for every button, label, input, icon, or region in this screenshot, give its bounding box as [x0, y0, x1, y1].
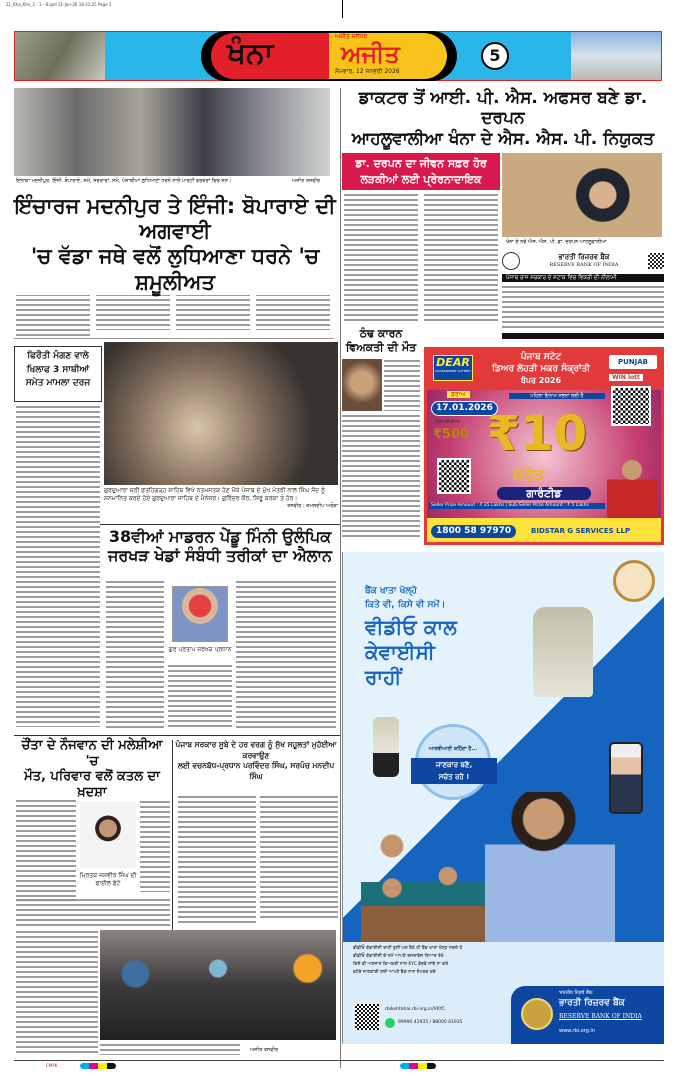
- whatsapp-number: 99990 41935 / 88000 41935: [398, 1019, 463, 1025]
- draw-date-label: ਡਰਾਅ: [447, 391, 470, 398]
- story6-body-cont: [16, 898, 170, 928]
- protest-photo-credit: ਅਜੀਤ ਤਸਵੀਰ: [292, 178, 321, 184]
- masthead-banner: [14, 31, 662, 81]
- story4-headline: ਫਿਰੌਤੀ ਮੰਗਣ ਵਾਲੇ ਖਿਲਾਫ 3 ਸਾਥੀਆਂ ਸਮੇਤ ਮਾਮਲਾ ਦਰਜ: [25, 351, 91, 388]
- masthead-left-image: [15, 32, 105, 80]
- rbi-seal-icon: [502, 252, 520, 270]
- ad-bullet: ਵੀਡੀਓ ਕੇਵਾਈਸੀ ਰਾਹੀਂ ਤੁਸੀਂ ਘਰ ਬੈਠੇ ਹੀ ਬੈਂਕ ਖਾਤਾ ਖੋਲ੍ਹ ਸਕਦੇ ਹੋ: [353, 945, 463, 951]
- story3-headline-line1: ਠੰਢ ਕਾਰਨ: [359, 326, 403, 340]
- qr-code-icon: [437, 458, 471, 494]
- story2-body-col2: [424, 193, 498, 323]
- gurdwara-photo-caption: ਗੁਰਦੁਆਰਾ ਸ੍ਰੀ ਫਤਹਿਗੜ੍ਹ ਸਾਹਿਬ ਵਿਖੇ ਨਤਮਸਤਕ ਹੋਣ ਮੌਕੇ ਪੰਜਾਬ ਦੇ ਮੁੱਖ ਮੰਤਰੀ ਨਾਲ ਸਿੰਘ ਸੋਂਦ ਨੂੰ ਸਨਮਾਨਿਤ ਕਰਦੇ ਹੋਏ ਗੁਰਦੁਆਰਾ ਸਾਹਿਬ ਦੇ ਮੈਨੇਜਰ। ਗੁਰਿੰਦਰ ਕੌਰ, ਸਿਰੂ ਕਰਕਾ ਤੇ ਹੋਰ।: [104, 487, 325, 502]
- rbi-logo-icon: [521, 998, 553, 1030]
- mascot-small-image: [373, 717, 399, 777]
- rbi-url[interactable]: www.rbi.org.in: [559, 1027, 595, 1034]
- rbi-name-punjabi: ਭਾਰਤੀ ਰਿਜ਼ਰਵ ਬੈਂਕ: [559, 997, 625, 1008]
- badge-ribbon: [411, 758, 497, 784]
- guarantee-label: ਗਾਰੰਟੀਡ: [497, 487, 591, 500]
- story6-body-col2: [140, 800, 170, 892]
- family-image: [361, 822, 485, 942]
- story7-body-col1: [178, 795, 256, 925]
- lottery-banner: ਪਹਿਲਾ ਇਨਾਮ ਸਭਨਾਂ ਲਈ ਹੈ: [509, 393, 605, 400]
- story2-headline: [342, 88, 664, 149]
- protest-photo: [14, 88, 330, 176]
- right-column: [342, 88, 664, 1044]
- color-bar: [80, 1063, 116, 1069]
- lottery-brand-badge: [433, 355, 473, 381]
- rbi-logo-panel: [511, 986, 664, 1044]
- story5-body-col3: [236, 580, 336, 730]
- story6-body-col1: [16, 784, 76, 904]
- ad-bullets: [353, 945, 653, 977]
- story5-headline: [100, 524, 340, 565]
- paper-name-right: ਅਜੀਤ: [341, 40, 400, 68]
- rbi-notice-title-en: RESERVE BANK OF INDIA: [549, 261, 619, 268]
- story2-headline-line2: ਆਹਲੂਵਾਲੀਆ ਖੰਨਾ ਦੇ ਐਸ. ਐਸ. ਪੀ. ਨਿਯੁਕਤ: [351, 128, 655, 149]
- story5-body-col1: [106, 580, 164, 730]
- ad-main-line2: ਕੇਵਾਈਸੀ: [365, 639, 435, 664]
- gurdwara-photo-caption-block: [104, 487, 338, 509]
- lottery-title-line1: ਪੰਜਾਬ ਸਟੇਟ: [520, 351, 562, 362]
- rbi-notice: [502, 252, 664, 339]
- badge-top-text: ਆਰਬੀਆਈ ਕਹਿੰਦਾ ਹੈ...: [428, 745, 478, 752]
- ssp-portrait-caption: ਖੰਨਾ ਦੇ ਨਵੇਂ ਐਸ. ਐਸ. ਪੀ. ਡਾ. ਦਰਪਨ ਆਹਲੂਵਾਲੀਆ: [506, 239, 607, 246]
- story3-row: [342, 359, 422, 411]
- protest-photo-caption: ਇਲਾਕਾ ਮਦਨੀਪੁਰ, ਇੰਜੀ. ਬੋਪਾਰਾਏ, ਸਮੇਂ, ਸਰਕਾਰਾਂ, ਸਮੇਂ, ਪੰਜਾਬੀਆਂ ਲੁਧਿਆਣਾ ਧਰਨੇ ਨਾਲੋਂ ਪਾਰਟੀ ਵਰਕਰਾਂ ਵਿਚ ਸਨ।: [16, 178, 232, 184]
- lottery-brand: DEAR: [436, 355, 470, 369]
- story4-body: [16, 405, 100, 727]
- ad-main-line1: ਵੀਡੀਓ ਕਾਲ: [365, 614, 457, 639]
- whatsapp-icon: [385, 1018, 395, 1028]
- story6-headline: [14, 738, 170, 800]
- winlott-label: WIN lott: [609, 374, 643, 381]
- story1-headline-line2: 'ਚ ਵੱਡਾ ਜਥੇ ਵਲੋਂ ਲੁਧਿਆਣਾ ਧਰਨੇ 'ਚ ਸ਼ਮੂਲੀਅਤ: [30, 244, 320, 294]
- story3-body: [384, 359, 420, 411]
- deceased-youth-photo: [80, 802, 136, 868]
- rbi-notice-body: [502, 285, 664, 331]
- story5-headline-line2: ਜਰਖੜ ਖੇਡਾਂ ਸੰਬੰਧੀ ਤਰੀਕਾਂ ਦਾ ਐਲਾਨ: [107, 546, 333, 566]
- lottery-title-line2: ਡਿਅਰ ਲੋਹੜੀ ਮਕਰ ਸੰਕ੍ਰਾਂਤੀ: [491, 363, 591, 374]
- story2-subhead: ਡਾ. ਦਰਪਨ ਦਾ ਜੀਵਨ ਸਫ਼ਰ ਹੋਰ ਲੜਕੀਆਂ ਲਈ ਪ੍ਰੇਰਨਾਦਾਇਕ: [355, 157, 487, 186]
- seal-icon: [613, 560, 655, 602]
- paper-name-left: ਖੰਨਾ: [227, 36, 274, 71]
- story7-headline-line2: ਲਈ ਵਚਨਬੱਧ-ਪ੍ਰਧਾਨ ਪਰਵਿੰਦਰ ਸਿੰਘ, ਸਰਪੰਚ ਮਨਦੀਪ ਸਿੰਘ: [177, 761, 335, 781]
- story1-headline: [14, 194, 336, 295]
- jarkhar-portrait: [172, 586, 228, 642]
- story2-body-col1: [344, 193, 418, 323]
- story6-headline-line1: ਚੌਂਤਾ ਦੇ ਨੌਜਵਾਨ ਦੀ ਮਲੇਸ਼ੀਆ 'ਚ: [21, 738, 163, 769]
- rbi-vkyc-ad: [342, 552, 664, 1044]
- ad-line2: ਕਿਤੇ ਵੀ, ਕਿਸੇ ਵੀ ਸਮੇਂ।: [365, 599, 446, 610]
- rbi-name-hindi: भारतीय रिज़र्व बैंक: [559, 989, 593, 996]
- story1-headline-line1: ਇੰਚਾਰਜ ਮਦਨੀਪੁਰ ਤੇ ਇੰਜੀ: ਬੋਪਾਰਾਏ ਦੀ ਅਗਵਾਈ: [14, 194, 336, 244]
- story2-body: [342, 193, 500, 323]
- draw-date: 17.01.2026: [431, 401, 498, 416]
- rbi-name-english: RESERVE BANK OF INDIA: [559, 1012, 642, 1020]
- rbi-notice-head: [502, 252, 664, 270]
- masthead-oval: [201, 31, 457, 81]
- punjab-lotteries-badge: PUNJAB: [609, 355, 657, 369]
- story2-headline-line1: ਡਾਕਟਰ ਤੋਂ ਆਈ. ਪੀ. ਐਸ. ਅਫਸਰ ਬਣੇ ਡਾ. ਦਰਪਨ: [358, 88, 648, 129]
- registration-mark-icon: [342, 0, 354, 18]
- story3-body-cont: [342, 414, 420, 539]
- qr-code-icon: [648, 253, 664, 269]
- jarkhar-portrait-caption: ਗੁਰ ਪ੍ਰਤਾਪ ਜਰਖੜ ਪ੍ਰਧਾਨ: [168, 646, 232, 653]
- winlott-qr-icon: [611, 386, 651, 426]
- story2-subhead-box: [342, 153, 500, 190]
- group-photo: [100, 930, 336, 1040]
- gurdwara-photo: [104, 342, 338, 485]
- ad-main-line3: ਰਾਹੀਂ: [365, 664, 402, 689]
- story3-headline-line2: ਵਿਅਕਤੀ ਦੀ ਮੌਤ: [345, 341, 417, 355]
- rbi-notice-bar: ਪੰਜਾਬ ਰਾਜ ਸਰਕਾਰ ਦੇ ਸਟਾਕ ਵਿਚ ਵਿਕਰੀ ਦੀ ਨੀਲਾਮੀ: [502, 274, 664, 282]
- story6-body-col3: [16, 930, 98, 1055]
- ticket-price: ₹500: [433, 426, 470, 442]
- ad-bullet: ਵੀਡੀਓ ਕੇਵਾਈਸੀ ਦੇ ਸਮੇਂ ਆਪਣੇ ਦਸਤਾਵੇਜ਼ ਤਿਆਰ ਰੱਖੋ: [353, 953, 444, 959]
- page-number: 5: [481, 42, 509, 70]
- ad-line1: ਬੈਂਕ ਖਾਤਾ ਖੋਲ੍ਹੋ: [365, 585, 417, 596]
- cmyk-label: CMYK: [46, 1063, 58, 1068]
- ticket-price-label: ਟਿਕਟ ਦੀ ਕੀਮਤ: [435, 418, 460, 424]
- lottery-brand-sub: GOVERNMENT LOTTERY: [435, 369, 471, 374]
- seller-prize-line: Seller Prize Amount : ₹ 25 Lakhs | Sub-Seller Prize Amount : ₹ 5 Lakhs: [429, 503, 605, 509]
- issue-date: ਸੋਮਵਾਰ, 12 ਜਨਵਰੀ 2026: [335, 68, 400, 75]
- edition-label: ਅਜੀਤ ਜਲੰਧਰ: [335, 33, 368, 40]
- prize-unit: ਕਰੋੜ: [513, 464, 545, 484]
- currency-mascot-image: [533, 607, 593, 697]
- story7-body-col2: [260, 795, 338, 921]
- story2-right-col: [431, 153, 664, 545]
- story5-headline-line1: 38ਵੀਆਂ ਮਾਡਰਨ ਪੇਂਡੂ ਮਿੰਨੀ ਉਲੰਪਿਕ: [108, 527, 332, 546]
- story7-headline-line1: ਪੰਜਾਬ ਸਰਕਾਰ ਸੂਬੇ ਦੇ ਹਰ ਵਰਗ ਨੂੰ ਸੁੱਖ ਸਹੂਲਤਾਂ ਮੁਹੱਈਆ ਕਰਵਾਉਣ: [175, 740, 337, 760]
- ad-bullet: ਵਧੇਰੇ ਜਾਣਕਾਰੀ ਲਈ ਆਪਣੇ ਬੈਂਕ ਨਾਲ ਸੰਪਰਕ ਕਰੋ: [353, 969, 436, 975]
- prize-amount: ₹10: [487, 405, 588, 462]
- group-photo-caption-text: [100, 1043, 240, 1055]
- lottery-title-line3: ਬੰਪਰ 2026: [520, 375, 562, 385]
- story3-headline: [342, 327, 420, 356]
- badge-line1: ਜਾਣਕਾਰ ਬਣੋ,: [435, 760, 473, 769]
- story2-row: [342, 153, 664, 545]
- badge-line2: ਸਚੇਤ ਰਹੋ !: [438, 772, 470, 781]
- story7-headline: [174, 740, 338, 782]
- helpline-number: 1800 58 97970: [431, 525, 516, 538]
- gurdwara-photo-credit: ਤਸਵੀਰ : ਕਮਲਦੀਪ ਅਰੋੜਾ: [287, 502, 338, 509]
- color-bar: [400, 1063, 436, 1069]
- rbi-notice-title: ਭਾਰਤੀ ਰਿਜ਼ਰਵ ਬੈਂਕ: [558, 252, 610, 261]
- story4-headline-box: [14, 346, 102, 402]
- printline: 11_Kha_Khn_3 - 1 - 8.qxd 11-Jan-26 18:31:25 Page 1: [6, 2, 112, 7]
- deceased-youth-caption: ਮ੍ਰਿਤਕ ਜਸਵੀਰ ਸਿੰਘ ਦੀ ਫਾਈਲ ਫੋਟੋ: [79, 872, 137, 887]
- ssp-portrait: [502, 153, 662, 237]
- group-photo-credit: ਅਜੀਤ ਤਸਵੀਰ: [250, 1047, 279, 1053]
- ad-link[interactable]: rbikehtahai.rbi.org.in/VKYC: [385, 1006, 446, 1012]
- deceased-photo: [342, 359, 382, 411]
- story5-body-col2: [168, 664, 232, 730]
- story6-headline-line2: ਮੌਤ, ਪਰਿਵਾਰ ਵਲੋਂ ਕਤਲ ਦਾ ਖ਼ਦਸ਼ਾ: [24, 769, 160, 800]
- lottery-ad: [424, 347, 664, 545]
- masthead-right-image: [571, 32, 661, 80]
- qr-code-icon: [355, 1004, 379, 1030]
- ad-bullet: ਕਿਸੇ ਵੀ ਅਣਜਾਣ ਵਿਅਕਤੀ ਨਾਲ KYC ਵੇਰਵੇ ਸਾਂਝੇ ਨਾ ਕਰੋ: [353, 961, 449, 967]
- spokesperson-image: [607, 454, 657, 518]
- man-with-phone-image: [485, 792, 615, 942]
- seller-name: BIDSTAR G SERVICES LLP: [531, 526, 631, 535]
